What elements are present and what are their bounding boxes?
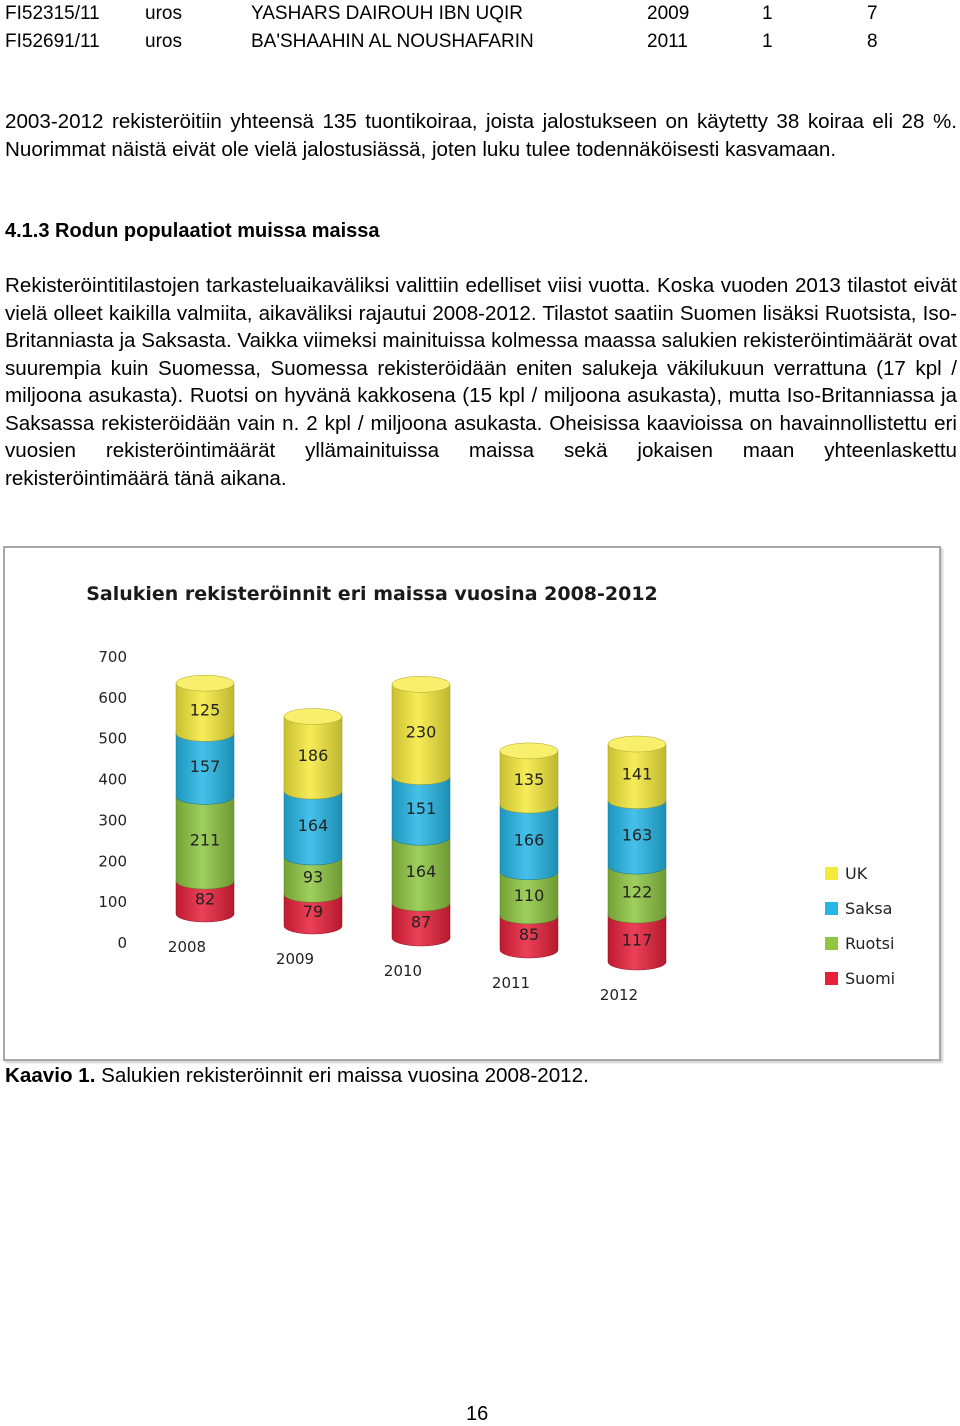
legend-swatch <box>825 902 838 915</box>
data-label: 82 <box>194 889 216 909</box>
data-label: 122 <box>621 882 653 902</box>
data-label: 87 <box>410 912 432 932</box>
legend-swatch <box>825 937 838 950</box>
count-cell: 1 <box>762 31 773 52</box>
y-tick-label: 700 <box>98 648 127 666</box>
year-cell: 2009 <box>647 3 690 24</box>
legend-label: Suomi <box>845 969 896 988</box>
data-label: 164 <box>297 816 329 836</box>
data-label: 79 <box>302 902 324 922</box>
data-label: 125 <box>189 700 221 720</box>
data-label: 151 <box>405 798 437 818</box>
registration-number-cell: FI52315/11 <box>5 3 100 24</box>
data-label: 110 <box>513 885 545 905</box>
rank-cell: 7 <box>867 3 878 24</box>
figure-caption <box>5 1063 589 1089</box>
data-label: 164 <box>405 862 437 882</box>
y-tick-label: 0 <box>117 934 127 952</box>
legend-swatch <box>825 972 838 985</box>
data-label: 85 <box>518 924 540 944</box>
x-tick-label: 2009 <box>275 950 315 968</box>
table-row <box>5 28 897 56</box>
y-tick-label: 400 <box>98 770 127 789</box>
count-cell: 1 <box>762 3 773 24</box>
x-tick-label: 2012 <box>599 986 639 1004</box>
legend-item-saksa <box>825 899 892 918</box>
chart-canvas <box>5 548 939 1059</box>
dog-registry-table <box>5 0 897 56</box>
legend-label: Saksa <box>845 899 893 918</box>
bar-segment-uk <box>392 676 450 784</box>
data-label: 141 <box>621 764 653 784</box>
caption-text: Salukien rekisteröinnit eri maissa vuosina 2008-2012. <box>95 1064 589 1087</box>
legend-label: Ruotsi <box>845 934 895 953</box>
y-tick-label: 200 <box>98 852 127 871</box>
data-label: 157 <box>189 756 221 776</box>
bar-segment-uk <box>284 708 342 799</box>
data-label: 186 <box>297 745 329 765</box>
caption-label: Kaavio 1. <box>5 1064 96 1087</box>
x-tick-label: 2008 <box>167 938 207 956</box>
table-row <box>5 0 897 28</box>
x-tick-label: 2011 <box>491 974 531 992</box>
y-tick-label: 500 <box>98 729 127 748</box>
data-label: 93 <box>302 867 324 887</box>
legend-item-suomi <box>825 969 895 988</box>
registration-number-cell: FI52691/11 <box>5 31 100 52</box>
legend-item-ruotsi <box>825 934 894 953</box>
sex-cell: uros <box>145 3 182 24</box>
population-paragraph: Rekisteröintitilastojen tarkasteluaikaväliksi valittiin edelliset viisi vuotta. Koska vuoden 2013 tilastot eivät vielä olleet kaikilla valmiita, aikaväliksi rajautui 2008-2012. Tilastot saatiin Suomen lisäksi Ruotsista, Iso-Britanniasta ja Saksasta. Vaikka viimeksi mainituissa kolmessa maassa salukien rekisteröintimäärät ovat suurempia kuin Suomessa, Suomessa rekisteröidään eniten salukeja väkilukuun verrattuna (17 kpl / miljoona asukasta). Ruotsi on hyvänä kakkosena (15 kpl / miljoona asukasta), mutta Iso-Britanniassa ja Saksassa rekisteröidään vain n. 2 kpl / miljoona asukasta. Oheisissa kaavioissa on havainnollistettu eri vuosien rekisteröintimäärät yllämainituissa maissa sekä jokaisen maan yhteenlaskettu rekisteröintimäärä tänä aikana. <box>5 274 957 490</box>
data-label: 135 <box>513 769 545 789</box>
dog-name-cell: BA'SHAAHIN AL NOUSHAFARIN <box>251 31 534 52</box>
legend-item-uk <box>825 864 868 883</box>
legend <box>825 864 895 988</box>
data-label: 163 <box>621 825 653 845</box>
bar-segment-uk <box>176 675 234 741</box>
x-tick-label: 2010 <box>383 962 423 980</box>
y-tick-label: 100 <box>98 893 127 912</box>
sex-cell: uros <box>145 31 182 52</box>
data-label: 230 <box>405 722 437 742</box>
data-label: 211 <box>189 830 221 850</box>
year-cell: 2011 <box>647 31 688 52</box>
y-tick-label: 300 <box>98 811 127 830</box>
chart-title: Salukien rekisteröinnit eri maissa vuosina 2008-2012 <box>86 583 658 605</box>
y-axis <box>98 648 127 952</box>
legend-swatch <box>825 867 838 880</box>
data-label: 166 <box>513 830 545 850</box>
data-label: 117 <box>621 930 653 950</box>
import-dogs-paragraph: 2003-2012 rekisteröitiin yhteensä 135 tuontikoiraa, joista jalostukseen on käytetty 38 koiraa eli 28 %. Nuorimmat näistä eivät ole vielä jalostusiässä, joten luku tulee todennäköisesti kasvamaan. <box>5 110 957 161</box>
section-heading: 4.1.3 Rodun populaatiot muissa maissa <box>5 220 380 242</box>
rank-cell: 8 <box>867 31 878 52</box>
page-number: 16 <box>466 1403 489 1425</box>
y-tick-label: 600 <box>98 688 127 707</box>
bar-segment-uk <box>608 736 666 809</box>
dog-name-cell: YASHARS DAIROUH IBN UQIR <box>251 3 524 24</box>
bar-segment-uk <box>500 743 558 813</box>
bar-stacks <box>168 675 666 1004</box>
legend-label: UK <box>845 864 868 883</box>
registration-chart <box>3 546 941 1061</box>
